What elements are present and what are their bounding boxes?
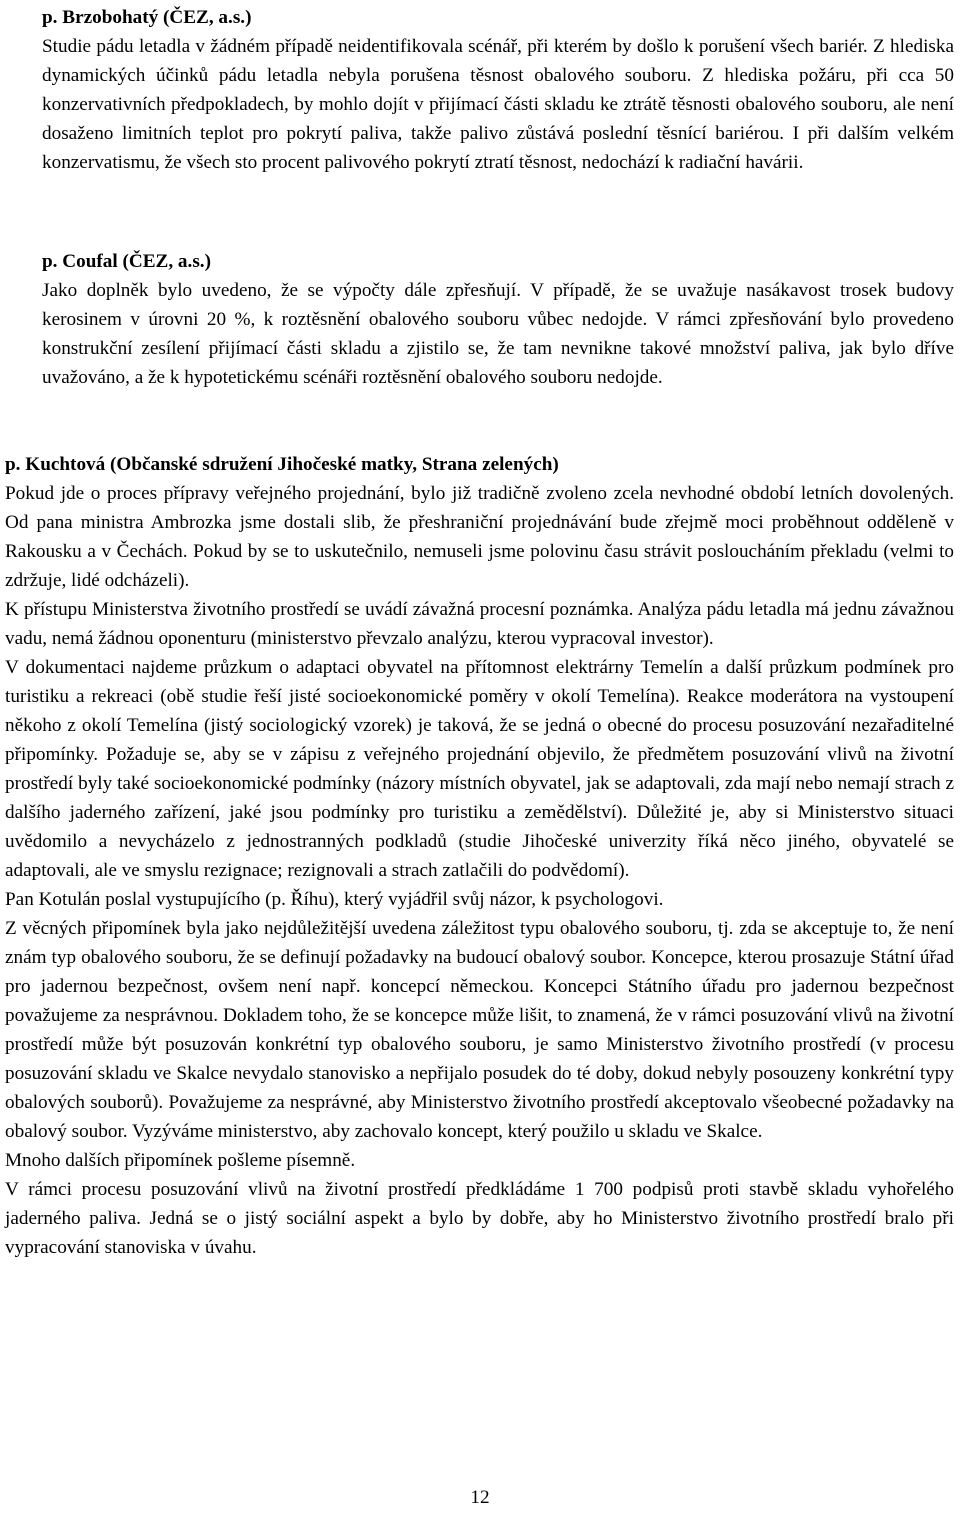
speaker-section-kuchtova bbox=[5, 450, 954, 1262]
paragraph: Z věcných připomínek byla jako nejdůležitější uvedena záležitost typu obalového souboru, tj. zda se akceptuje to, že není znám typ obalového souboru, že se definují požadavky na budoucí obalový soubor. Koncepce, kterou prosazuje Státní úřad pro jadernou bezpečnost, ovšem není např. koncepcí německou. Koncepci Státního úřadu pro jadernou bezpečnost považujeme za nesprávnou. Dokladem toho, že se koncepce může lišit, to znamená, že v rámci posuzování vlivů na životní prostředí může být posuzován konkrétní typ obalového souboru, je samo Ministerstvo životního prostředí (v procesu posuzování skladu ve Skalce nevydalo stanovisko a nepřijalo posudek do té doby, dokud nebyly posouzeny konkrétní typy obalových souborů). Považujeme za nesprávné, aby Ministerstvo životního prostředí akceptovalo všeobecné požadavky na obalový soubor. Vyzýváme ministerstvo, aby zachovalo koncept, který použilo u skladu ve Skalce. bbox=[5, 918, 954, 1142]
speaker-section-brzobohaty bbox=[42, 3, 954, 177]
paragraph: Studie pádu letadla v žádném případě neidentifikovala scénář, při kterém by došlo k porušení všech bariér. Z hlediska dynamických účinků pádu letadla nebyla porušena těsnost obalového souboru. Z hlediska požáru, při cca 50 konzervativních předpokladech, by mohlo dojít v přijímací části skladu ke ztrátě těsnosti obalového souboru, ale není dosaženo limitních teplot pro pokrytí paliva, takže palivo zůstává poslední těsnící bariérou. I při dalším velkém konzervatismu, že všech sto procent palivového pokrytí ztratí těsnost, nedochází k radiační havárii. bbox=[42, 36, 954, 173]
page-number: 12 bbox=[470, 1487, 490, 1508]
speaker-section-coufal bbox=[42, 247, 954, 392]
paragraph: Pan Kotulán poslal vystupujícího (p. Říhu), který vyjádřil svůj názor, k psychologovi. bbox=[5, 889, 664, 910]
speaker-heading: p. Coufal (ČEZ, a.s.) bbox=[42, 251, 211, 272]
paragraph: Pokud jde o proces přípravy veřejného projednání, bylo již tradičně zvoleno zcela nevhodné období letních dovolených. Od pana ministra Ambrozka jsme dostali slib, že přeshraniční projednávání bude zřejmě moci proběhnout odděleně v Rakousku a v Čechách. Pokud by se to uskutečnilo, nemuseli jsme polovinu času strávit posloucháním překladu (velmi to zdržuje, lidé odcházeli). bbox=[5, 483, 954, 591]
paragraph: Jako doplněk bylo uvedeno, že se výpočty dále zpřesňují. V případě, že se uvažuje nasákavost trosek budovy kerosinem v úrovni 20 %, k roztěsnění obalového souboru vůbec nedojde. V rámci zpřesňování bylo provedeno konstrukční zesílení přijímací části skladu a zjistilo se, že tam nevnikne takové množství paliva, jak bylo dříve uvažováno, a že k hypotetickému scénáři roztěsnění obalového souboru nedojde. bbox=[42, 280, 954, 388]
paragraph: K přístupu Ministerstva životního prostředí se uvádí závažná procesní poznámka. Analýza pádu letadla má jednu závažnou vadu, nemá žádnou oponenturu (ministerstvo převzalo analýzu, kterou vypracoval investor). bbox=[5, 599, 954, 649]
paragraph: V dokumentaci najdeme průzkum o adaptaci obyvatel na přítomnost elektrárny Temelín a další průzkum podmínek pro turistiku a rekreaci (obě studie řeší jisté socioekonomické poměry v okolí Temelína). Reakce moderátora na vystoupení někoho z okolí Temelína (jistý sociologický vzorek) je taková, že se jedná o obecné do procesu posuzování nezařaditelné připomínky. Požaduje se, aby se v zápisu z veřejného projednání objevilo, že předmětem posuzování vlivů na životní prostředí byly také socioekonomické podmínky (názory místních obyvatel, jak se adaptovali, zda mají nebo nemají strach z dalšího jaderného zařízení, jaké jsou podmínky pro turistiku a zemědělství). Důležité je, aby si Ministerstvo situaci uvědomilo a nevycházelo z jednostranných podkladů (studie Jihočeské univerzity říká něco jiného, obyvatelé se adaptovali, ale ve smyslu rezignace; rezignovali a strach zatlačili do podvědomí). bbox=[5, 657, 954, 881]
speaker-heading: p. Brzobohatý (ČEZ, a.s.) bbox=[42, 7, 252, 28]
paragraph: V rámci procesu posuzování vlivů na životní prostředí předkládáme 1 700 podpisů proti stavbě skladu vyhořelého jaderného paliva. Jedná se o jistý sociální aspekt a bylo by dobře, aby ho Ministerstvo životního prostředí bralo při vypracování stanoviska v úvahu. bbox=[5, 1179, 954, 1258]
paragraph: Mnoho dalších připomínek pošleme písemně. bbox=[5, 1150, 356, 1171]
speaker-heading: p. Kuchtová (Občanské sdružení Jihočeské matky, Strana zelených) bbox=[5, 454, 559, 475]
